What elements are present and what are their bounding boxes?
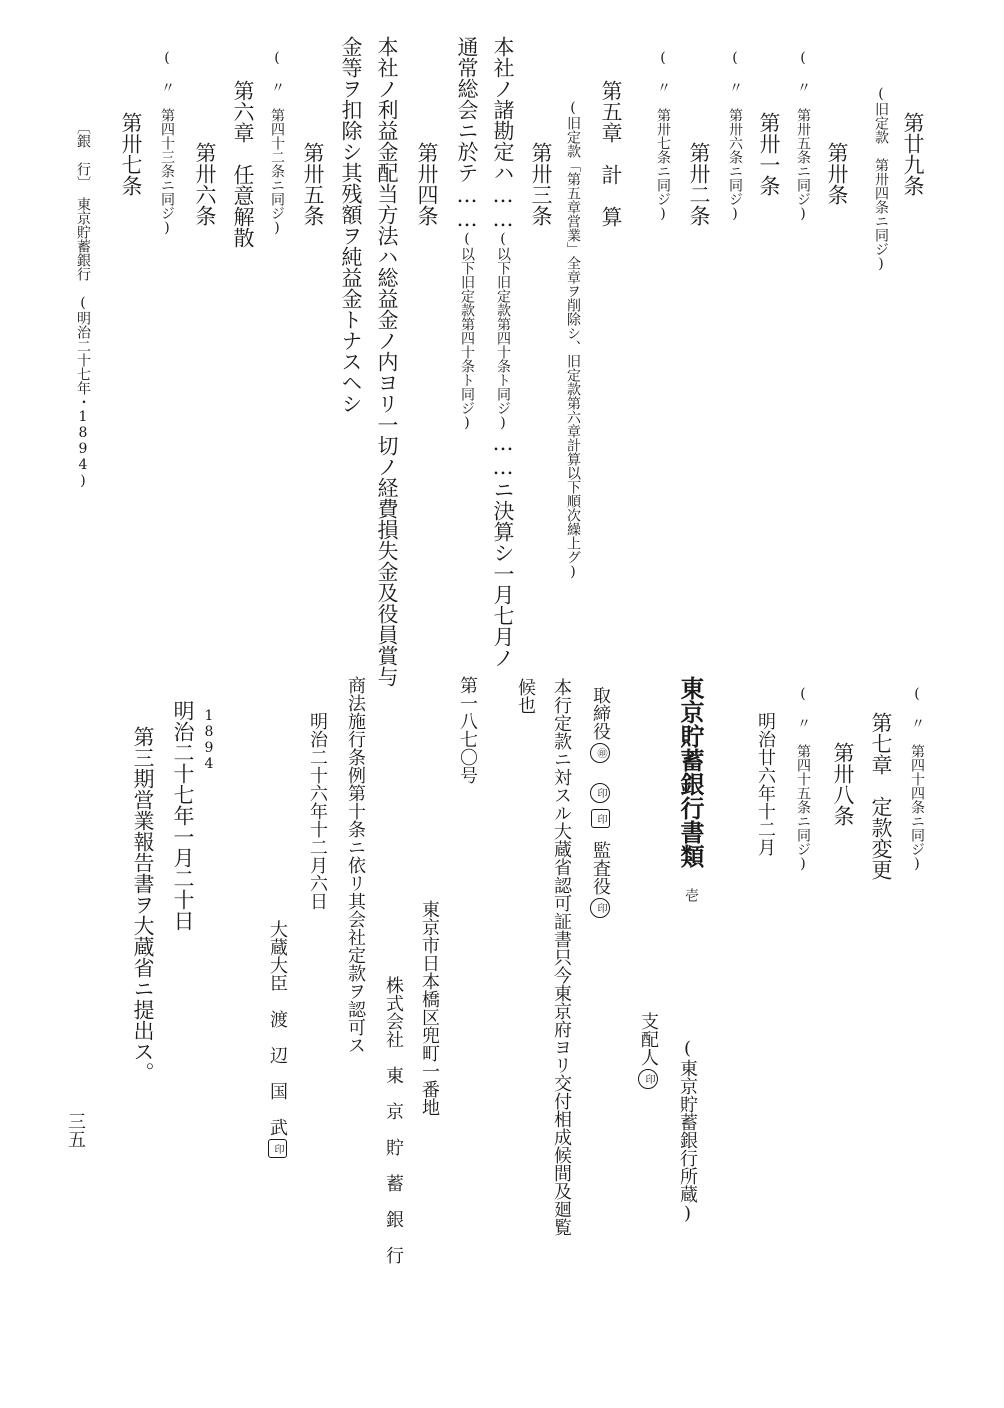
article-33-heading: 第卅三条 bbox=[529, 142, 553, 226]
director-label: 取締役 bbox=[590, 686, 611, 740]
article-36-heading: 第卅六条 bbox=[193, 142, 217, 226]
manager-signature bbox=[638, 1012, 658, 1092]
article-30-heading: 第卅条 bbox=[825, 142, 849, 205]
article-33-text-a: 本社ノ諸勘定ハ…… bbox=[491, 36, 515, 231]
volume-number: 壱 bbox=[683, 888, 699, 902]
minister-seal-icon: 印 bbox=[268, 1139, 287, 1158]
seal-icon-3: 印 bbox=[591, 809, 610, 828]
report-text: 第三期営業報告書ヲ大蔵省ニ提出ス。 bbox=[131, 726, 155, 1083]
chapter-6-heading: 第六章 任意解散 bbox=[231, 80, 255, 248]
permit-number: 第一八七〇号 bbox=[457, 676, 478, 784]
article-33-text-b: ……ニ決算シ一月七月ノ bbox=[491, 431, 515, 668]
article-33-text-line1 bbox=[492, 36, 513, 668]
article-32-note: ( 〃 第卅七条ニ同ジ) bbox=[655, 50, 671, 222]
article-34-text-line1: 本社ノ利益金配当方法ハ総益金ノ内ヨリ一切ノ経費損失金及役員賞与 bbox=[375, 36, 399, 687]
article-32-heading: 第卅二条 bbox=[687, 142, 711, 226]
article-36-note: ( 〃 第四十三条ニ同ジ) bbox=[159, 50, 175, 236]
chapter-5-note: (旧定款「第五章営業」全章ヲ削除シ、旧定款第六章計算以下順次繰上グ) bbox=[565, 100, 581, 580]
officer-signatures bbox=[590, 686, 610, 921]
article-33-text-note: (以下旧定款第四十条ト同ジ) bbox=[495, 231, 511, 431]
manager-seal-icon: 印 bbox=[638, 1069, 658, 1089]
finance-minister-signature bbox=[268, 920, 287, 1161]
article-35-heading: 第卅五条 bbox=[301, 142, 325, 226]
article-34-heading: 第卅四条 bbox=[415, 142, 439, 226]
article-30-note: ( 〃 第卅五条ニ同ジ) bbox=[795, 50, 811, 222]
seal-icon-2: 印 bbox=[590, 783, 610, 803]
approval-text: 商法施行条例第十条ニ依リ其会社定款ヲ認可ス bbox=[345, 676, 366, 1054]
date-meiji-26-dec: 明治廿六年十二月 bbox=[755, 712, 776, 856]
circular-text-line2: 候也 bbox=[515, 678, 536, 714]
article-33-text-c: 通常総会ニ於テ…… bbox=[455, 36, 479, 231]
running-header: 〔銀 行〕 東京貯蓄銀行 (明治二十七年・1894) bbox=[75, 120, 91, 489]
article-38-note: ( 〃 第四十五条ニ同ジ) bbox=[795, 686, 811, 872]
document-title: 東京貯蓄銀行書類 bbox=[676, 676, 705, 868]
page-number: 三五 bbox=[65, 1112, 86, 1148]
article-31-heading: 第卅一条 bbox=[757, 112, 781, 196]
article-33-text-note2: (以下旧定款第四十条ト同ジ) bbox=[459, 231, 475, 431]
director-seal-icon: ㊞ bbox=[590, 743, 610, 763]
report-date: 明治二十七年一月二十日 bbox=[171, 700, 195, 931]
approval-date: 明治二十六年十二月六日 bbox=[307, 712, 328, 910]
bank-name: 株式会社 東 京 貯 蓄 銀 行 bbox=[383, 976, 404, 1264]
article-38-prev-note: ( 〃 第四十四条ニ同ジ) bbox=[909, 686, 925, 872]
article-34-text-line2: 金等ヲ扣除シ其残額ヲ純益金トナスヘシ bbox=[339, 36, 363, 414]
auditor-label: 監査役 bbox=[590, 841, 611, 895]
article-37-heading: 第卅七条 bbox=[119, 112, 143, 196]
article-38-heading: 第卅八条 bbox=[831, 742, 855, 826]
article-29-heading: 第廿九条 bbox=[901, 112, 925, 196]
article-31-note: ( 〃 第卅六条ニ同ジ) bbox=[727, 50, 743, 222]
article-29-note: (旧定款 第卅四条ニ同ジ) bbox=[873, 86, 889, 272]
article-35-note: ( 〃 第四十二条ニ同ジ) bbox=[269, 50, 285, 236]
article-33-text-line2 bbox=[456, 36, 477, 431]
chapter-7-heading: 第七章 定款変更 bbox=[869, 712, 893, 880]
chapter-5-heading: 第五章 計 算 bbox=[599, 80, 623, 227]
collection-source: (東京貯蓄銀行所蔵) bbox=[677, 1038, 698, 1224]
western-year: 1894 bbox=[201, 708, 217, 772]
auditor-seal-icon: 印 bbox=[590, 898, 610, 918]
manager-label: 支配人 bbox=[638, 1012, 659, 1066]
finance-minister-name: 大蔵大臣 渡 辺 国 武 bbox=[267, 920, 288, 1136]
bank-address: 東京市日本橋区兜町一番地 bbox=[419, 900, 440, 1116]
circular-text-line1: 本行定款ニ対スル大蔵省認可証書只今東京府ヨリ交付相成候間及廻覧 bbox=[551, 678, 572, 1236]
